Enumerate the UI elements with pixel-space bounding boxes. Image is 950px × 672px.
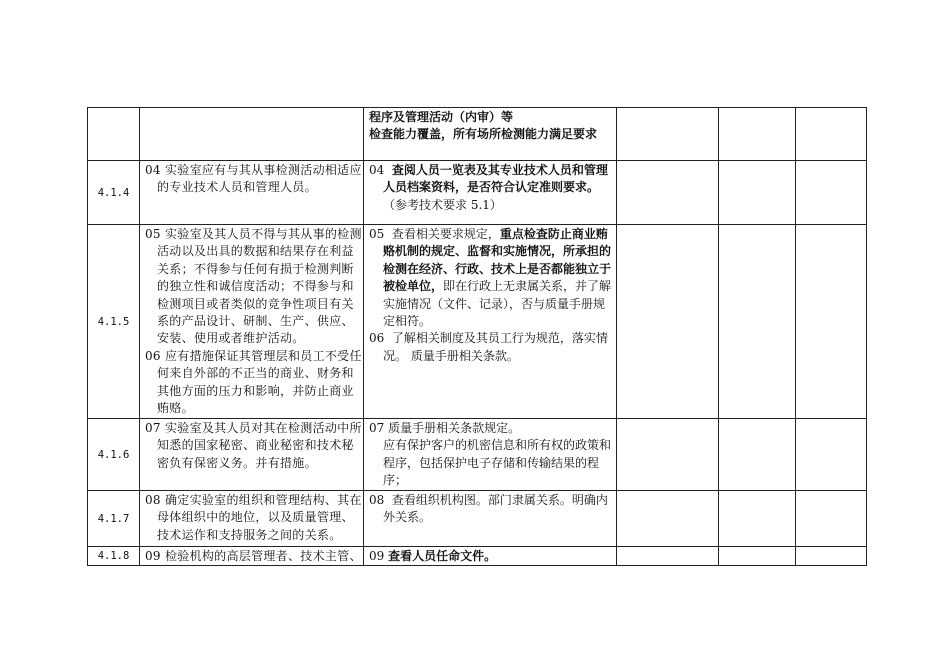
requirement-cell [140,225,364,419]
bold-text-segment: 查看人员任命文件。 [388,549,497,563]
text-line: 外关系。 [383,510,432,525]
blank-cell [617,419,719,491]
check-method-paragraph [369,330,616,365]
clause-number-cell [87,225,140,419]
text-segment: 09 [369,549,389,563]
check-method-cell [364,161,617,225]
requirement-paragraph [145,162,363,197]
text-line [369,126,616,143]
inspection-table [87,107,867,566]
text-line: 应有保护客户的机密信息和所有权的政策和 [383,438,612,453]
blank-cell [719,161,796,225]
text-line: 07 质量手册相关条款规定。 [369,421,521,435]
requirement-cell [140,419,364,491]
text-line [369,261,616,278]
table-row [87,161,867,225]
text-line: 母体组织中的地位，以及质量管理、 [157,510,354,525]
text-line [369,179,616,196]
text-line: 知悉的国家秘密、商业秘密和技术秘 [157,438,354,453]
text-line: 的独立性和诚信度活动；不得参与和 [157,279,354,294]
blank-cell [617,491,719,547]
text-line: 检测项目或者类似的竞争性项目有关 [157,296,354,311]
requirement-paragraph [145,348,363,418]
text-line: 其他方面的压力和影响，并防止商业 [157,383,354,398]
blank-cell [617,225,719,419]
requirement-paragraph [145,548,363,565]
text-line: 04 实验室应有与其从事检测活动相适应 [145,163,362,177]
text-line [369,109,616,126]
blank-cell [796,161,867,225]
requirement-cell [140,107,364,161]
table-row [87,225,867,419]
requirement-paragraph [145,226,363,348]
clause-number-cell [87,547,140,566]
requirement-paragraph [145,492,363,544]
check-method-cell [364,107,617,161]
check-method-paragraph [369,548,616,565]
requirement-cell [140,547,364,566]
text-line: 况。 质量手册相关条款。 [383,348,519,363]
blank-cell [719,547,796,566]
check-method-cell [364,419,617,491]
text-line: 实施情况（文件、记录），否与质量手册规 [383,296,606,311]
check-method-cell [364,225,617,419]
check-method-paragraph [369,226,616,330]
text-segment: 即在行政上无隶属关系，并了解 [443,279,612,294]
clause-number-cell [87,161,140,225]
blank-cell [617,547,719,566]
text-line: （参考技术要求 5.1） [383,197,502,212]
clause-number: 4.1.6 [97,448,130,461]
check-method-paragraph [369,420,616,490]
blank-cell [719,225,796,419]
text-line: 08 查看组织机构图。部门隶属关系。明确内 [369,493,608,507]
bold-text-segment: 重点检查防止商业贿 [499,227,608,241]
blank-cell [796,491,867,547]
text-line: 安装、使用或者维护活动。 [157,331,305,346]
check-method-paragraph [369,109,616,126]
check-method-cell [364,547,617,566]
bold-text-segment: 人员档案资料，是否符合认定准则要求。 [383,180,600,195]
text-segment: 05 查看相关要求规定， [369,227,500,241]
clause-number: 4.1.4 [97,186,130,199]
text-segment: 04 [369,163,392,177]
check-method-paragraph [369,162,616,214]
text-line: 05 实验室及其人员不得与其从事的检测 [145,227,362,241]
blank-cell [617,161,719,225]
bold-text-segment: 检查能力覆盖，所有场所检测能力满足要求 [369,127,598,142]
check-method-paragraph [369,492,616,527]
blank-cell [719,419,796,491]
text-line: 贿赂。 [157,400,194,415]
blank-cell [719,491,796,547]
text-line [369,548,616,565]
table-row [87,107,867,161]
text-line: 关系；不得参与任何有损于检测判断 [157,261,354,276]
text-line: 的专业技术人员和管理人员。 [157,180,317,195]
text-line: 密负有保密义务。并有措施。 [157,455,317,470]
blank-cell [617,107,719,161]
text-line: 何来自外部的不正当的商业、财务和 [157,366,354,381]
text-line [369,162,616,179]
check-method-paragraph [369,126,616,143]
text-line [369,243,616,260]
clause-number-cell [87,107,140,161]
text-line: 定相符。 [383,313,432,328]
text-line: 06 了解相关制度及其员工行为规范，落实情 [369,331,608,346]
blank-cell [796,547,867,566]
blank-cell [796,225,867,419]
bold-text-segment: 赂机制的规定、监督和实施情况，所承担的 [383,244,612,259]
clause-number-cell [87,419,140,491]
text-line [369,226,616,243]
clause-number-cell [87,491,140,547]
blank-cell [719,107,796,161]
text-line: 09 检验机构的高层管理者、技术主管、 [145,549,362,563]
blank-cell [796,419,867,491]
text-line: 程序，包括保护电子存储和传输结果的程 [383,455,600,470]
requirement-cell [140,491,364,547]
requirement-paragraph [145,420,363,472]
table-row [87,547,867,566]
clause-number: 4.1.5 [97,315,130,328]
check-method-cell [364,491,617,547]
table-row [87,491,867,547]
text-line: 系的产品设计、研制、生产、供应、 [157,313,354,328]
text-line: 06 应有措施保证其管理层和员工不受任 [145,348,362,363]
bold-text-segment: 检测在经济、行政、技术上是否都能独立于 [383,261,612,276]
blank-cell [796,107,867,161]
text-line: 序； [383,473,408,488]
text-line: 活动以及出具的数据和结果存在利益 [157,244,354,259]
text-line: 技术运作和支持服务之间的关系。 [157,527,342,542]
text-line [369,278,616,295]
bold-text-segment: 被检单位， [383,279,444,294]
bold-text-segment: 查阅人员一览表及其专业技术人员和管理 [391,163,608,177]
text-line: 07 实验室及其人员对其在检测活动中所 [145,421,362,435]
text-line: 08 确定实验室的组织和管理结构、其在 [145,493,362,507]
requirement-cell [140,161,364,225]
clause-number: 4.1.8 [97,550,130,562]
bold-text-segment: 程序及管理活动（内审）等 [369,110,514,124]
table-row [87,419,867,491]
clause-number: 4.1.7 [97,512,130,525]
